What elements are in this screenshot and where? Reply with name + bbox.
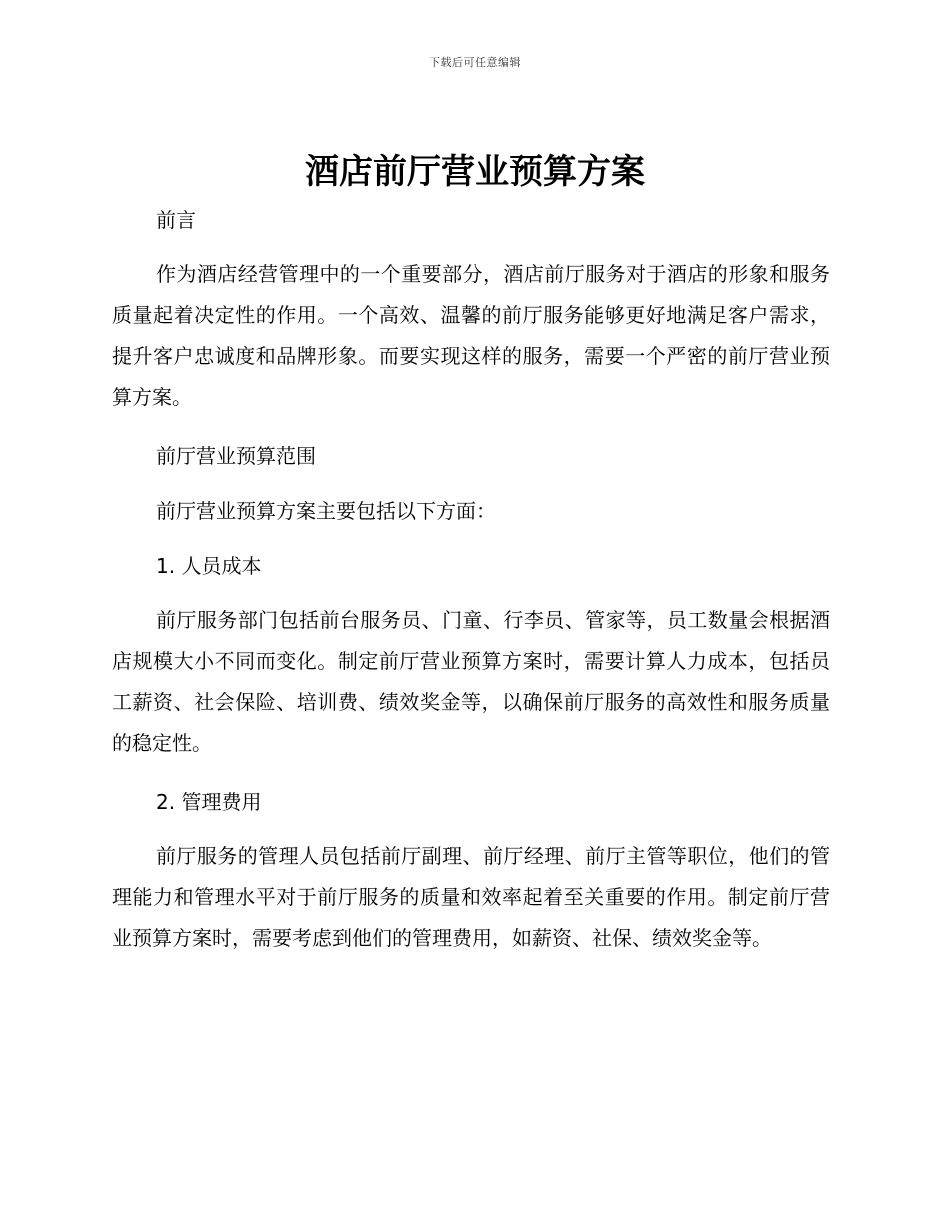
section-heading-management-cost: 2. 管理费用 bbox=[156, 790, 262, 814]
paragraph-management-cost: 前厅服务的管理人员包括前厅副理、前厅经理、前厅主管等职位，他们的管理能力和管理水平对于前厅服务的质量和效率起着至关重要的作用。制定前厅营业预算方案时，需要考虑到他们的管理费用，如薪资、社保、绩效奖金等。 bbox=[112, 844, 830, 950]
paragraph-preface: 作为酒店经营管理中的一个重要部分，酒店前厅服务对于酒店的形象和服务质量起着决定性的作用。一个高效、温馨的前厅服务能够更好地满足客户需求，提升客户忠诚度和品牌形象。而要实现这样的服务，需要一个严密的前厅营业预算方案。 bbox=[112, 262, 830, 409]
header-note: 下载后可任意编辑 bbox=[429, 56, 521, 69]
paragraph-scope-intro: 前厅营业预算方案主要包括以下方面： bbox=[156, 499, 496, 523]
section-heading-staff-cost: 1. 人员成本 bbox=[156, 554, 262, 578]
document-title: 酒店前厅营业预算方案 bbox=[305, 152, 645, 192]
section-heading-scope: 前厅营业预算范围 bbox=[156, 444, 316, 468]
section-heading-preface: 前言 bbox=[156, 208, 196, 232]
paragraph-staff-cost: 前厅服务部门包括前台服务员、门童、行李员、管家等，员工数量会根据酒店规模大小不同而变化。制定前厅营业预算方案时，需要计算人力成本，包括员工薪资、社会保险、培训费、绩效奖金等，以确保前厅服务的高效性和服务质量的稳定性。 bbox=[112, 608, 830, 755]
